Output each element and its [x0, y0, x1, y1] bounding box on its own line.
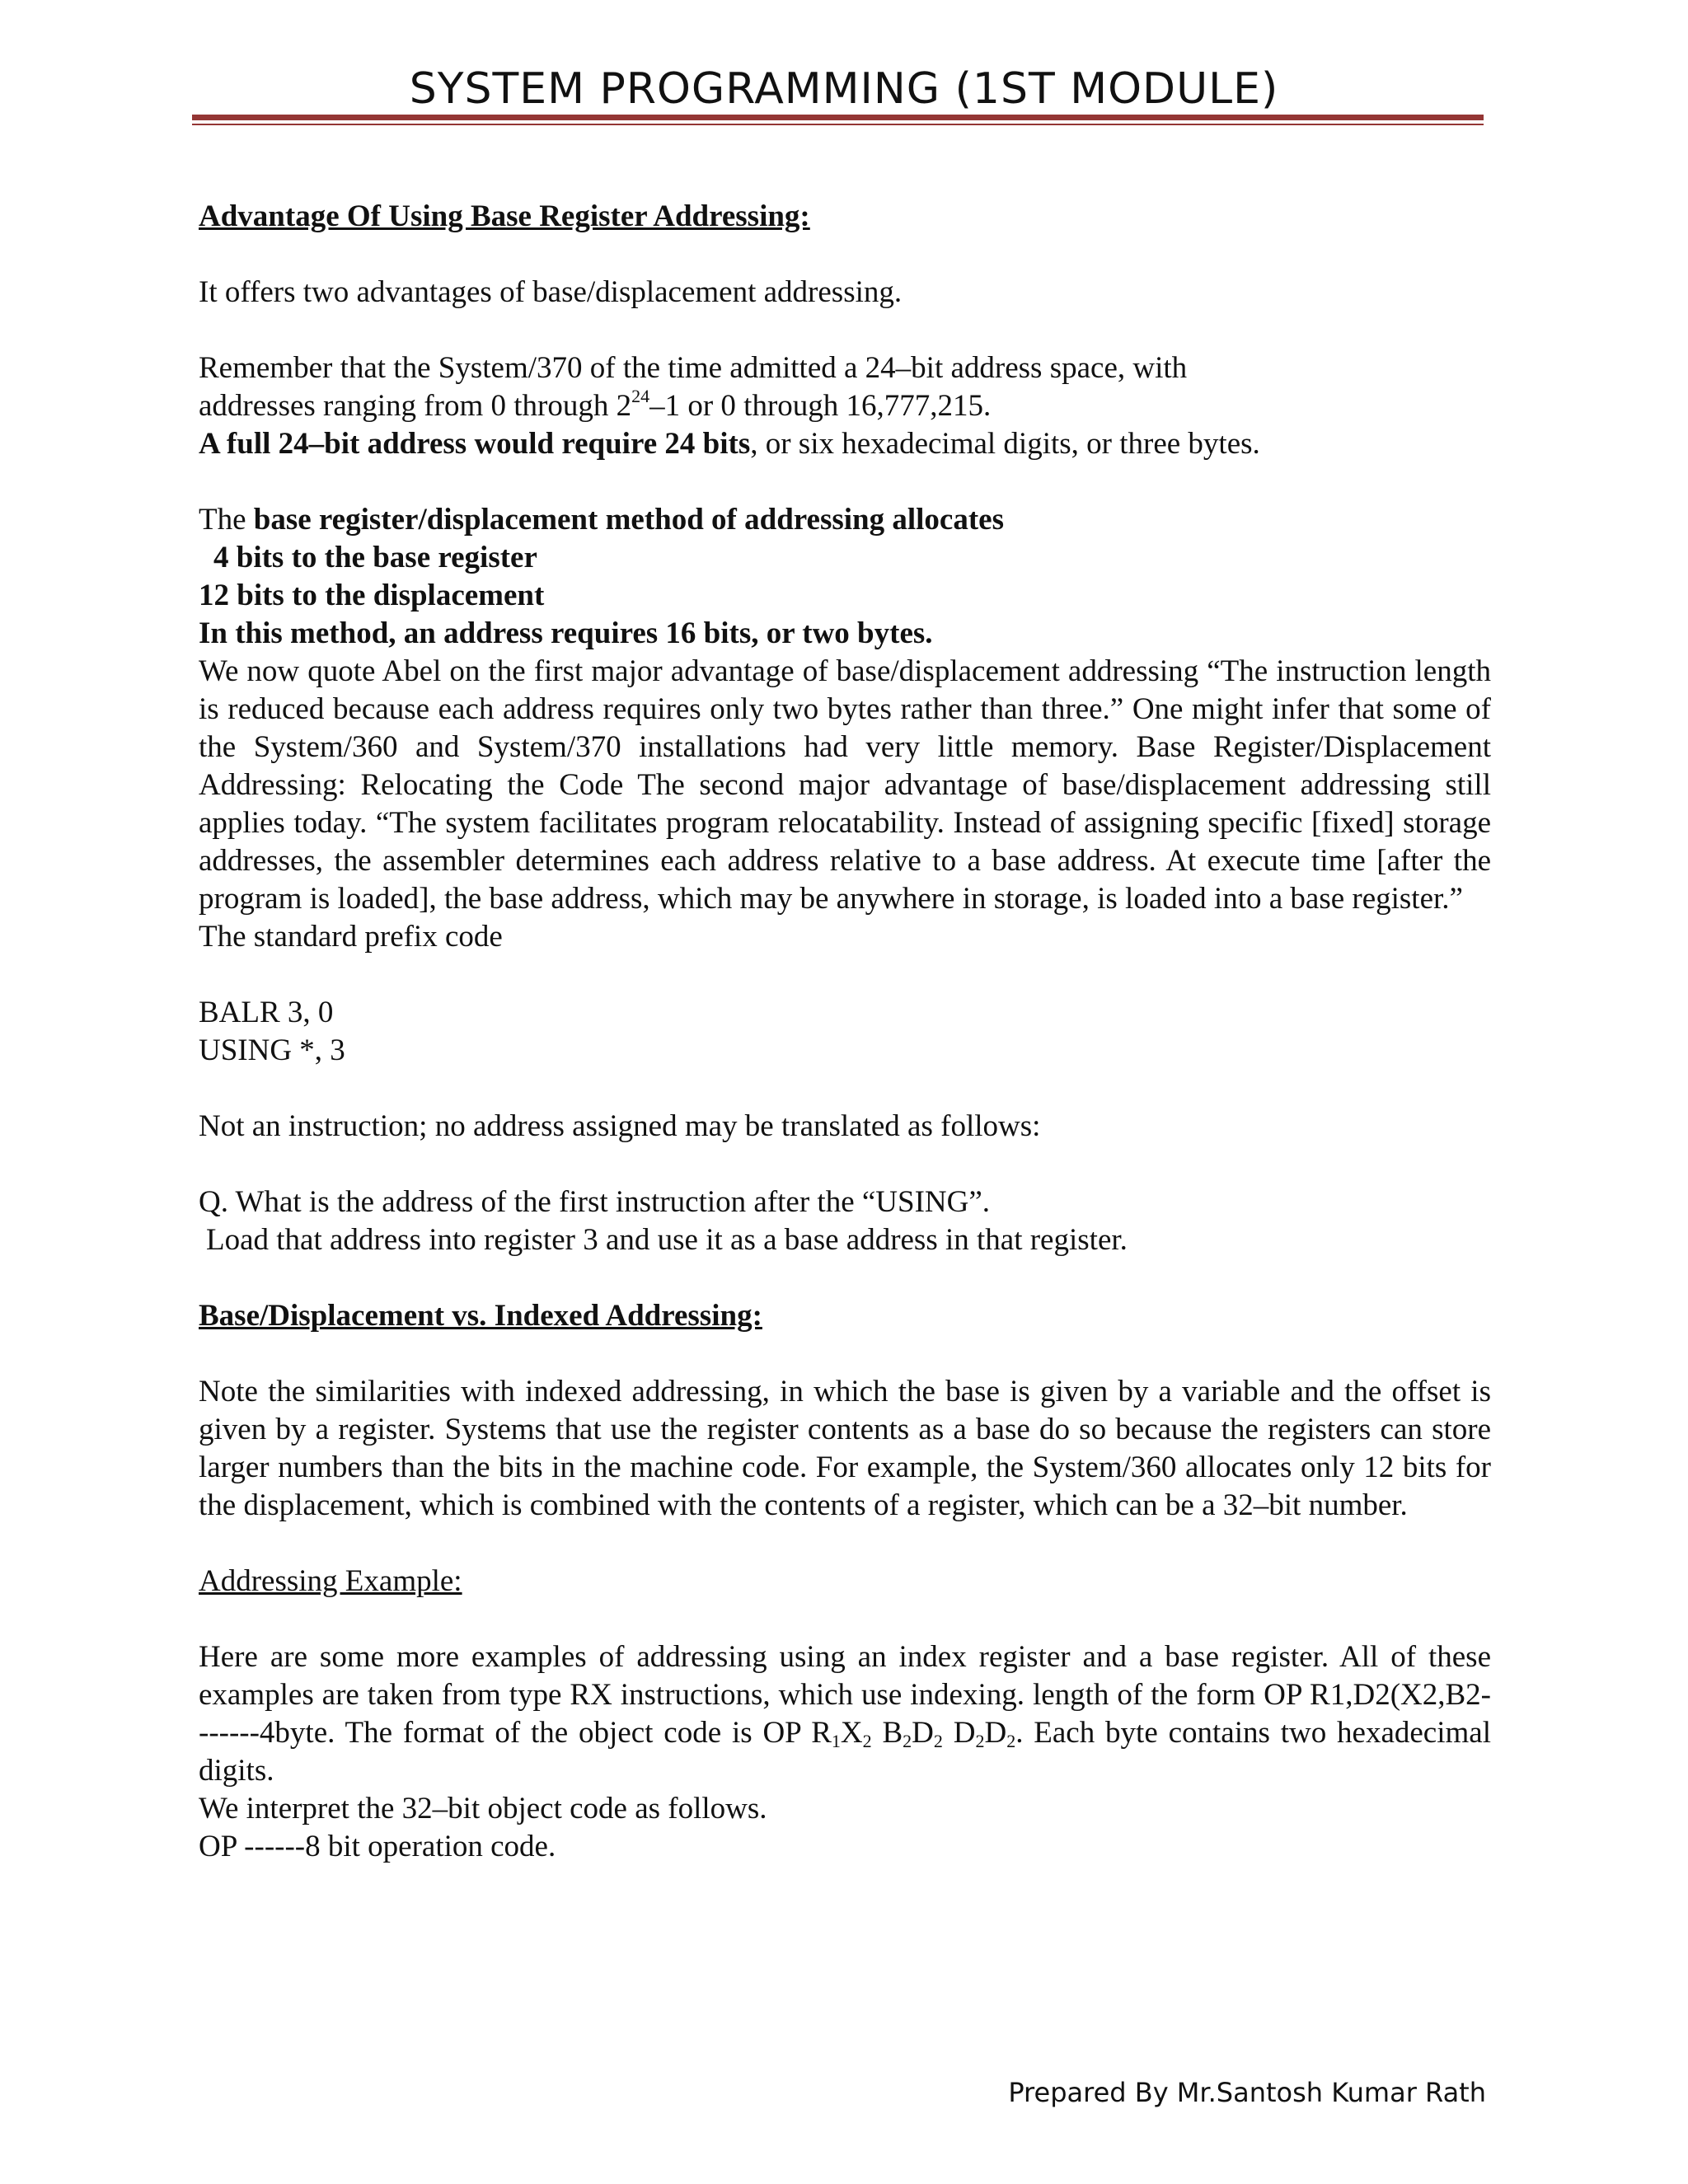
paragraph-two-bytes: In this method, an address requires 16 bits, or two bytes.	[199, 616, 933, 650]
question-line: Q. What is the address of the first instruction after the “USING”.	[199, 1185, 991, 1219]
paragraph-prefix-code: The standard prefix code	[199, 920, 503, 954]
code-line-balr: BALR 3, 0	[199, 996, 334, 1029]
paragraph-similarities: Note the similarities with indexed addressing, in which the base is given by a variable and the offset is given by a register. Systems that use the register contents as a base do so because the registers can store larger numbers than the bits in the machine code. For example, the System/360 allocates only 12 bits for the displacement, which is combined with the contents of a register, which can be a 32–bit number.	[199, 1375, 1491, 1522]
page-footer: Prepared By Mr.Santosh Kumar Rath	[1008, 2077, 1486, 2108]
paragraph-address-space-line2: addresses ranging from 0 through $2^{24}-1$ or 0 through 16,777,215.	[199, 386, 992, 423]
paragraph-two-advantages: It offers two advantages of base/displacement addressing.	[199, 275, 903, 309]
paragraph-op-code: OP ------8 bit operation code.	[199, 1830, 556, 1863]
answer-line: Load that address into register 3 and use it as a base address in that register.	[206, 1223, 1128, 1257]
section-heading-base-register: Advantage Of Using Base Register Addressing:	[199, 199, 810, 233]
header-rule-thick	[192, 115, 1484, 120]
exponent-24: 24	[631, 386, 650, 406]
paragraph-not-an-instruction: Not an instruction; no address assigned may be translated as follows:	[199, 1109, 1041, 1143]
section-heading-addressing-example: Addressing Example:	[199, 1564, 462, 1598]
paragraph-interpret-object-code: We interpret the 32–bit object code as follows.	[199, 1792, 767, 1825]
page-header-title: SYSTEM PROGRAMMING (1ST MODULE)	[409, 64, 1279, 114]
paragraph-method-allocates: The base register/displacement method of addressing allocates	[199, 503, 1004, 537]
paragraph-displacement-bits: 12 bits to the displacement	[199, 579, 545, 612]
paragraph-full-address: A full 24–bit address would require 24 bits, or six hexadecimal digits, or three bytes.	[199, 427, 1260, 461]
paragraph-base-register-bits: 4 bits to the base register	[213, 541, 537, 574]
paragraph-abel-quote: We now quote Abel on the first major advantage of base/displacement addressing “The instruction length is reduced because each address requires only two bytes rather than three.” One might infer that some of the System/360 and System/370 installations had very little memory. Base Register/Displacement Addressing: Relocating the Code The second major advantage of base/displacement addressing still applies today. “The system facilitates program relocatability. Instead of assigning specific [fixed] storage addresses, the assembler determines each address relative to a base address. At execute time [after the program is loaded], the base address, which may be anywhere in storage, is loaded into a base register.”	[199, 654, 1491, 916]
section-heading-base-vs-indexed: Base/Displacement vs. Indexed Addressing:	[199, 1299, 762, 1333]
paragraph-rx-examples: Here are some more examples of addressing using an index register and a base register. All of these examples are taken from type RX instructions, which use indexing. length of the form OP R1,D2(X2,B2-------4byte. The format of the object code is OP $R_1X_2$ $B_2D_2$ $D_2D_2$. Each byte contains two hexadecimal digits.	[199, 1640, 1491, 1788]
document-body	[199, 198, 1491, 1866]
paragraph-address-space-line1: Remember that the System/370 of the time admitted a 24–bit address space, with	[199, 351, 1188, 385]
header-rule-thin	[192, 124, 1484, 125]
code-line-using: USING *, 3	[199, 1033, 345, 1067]
